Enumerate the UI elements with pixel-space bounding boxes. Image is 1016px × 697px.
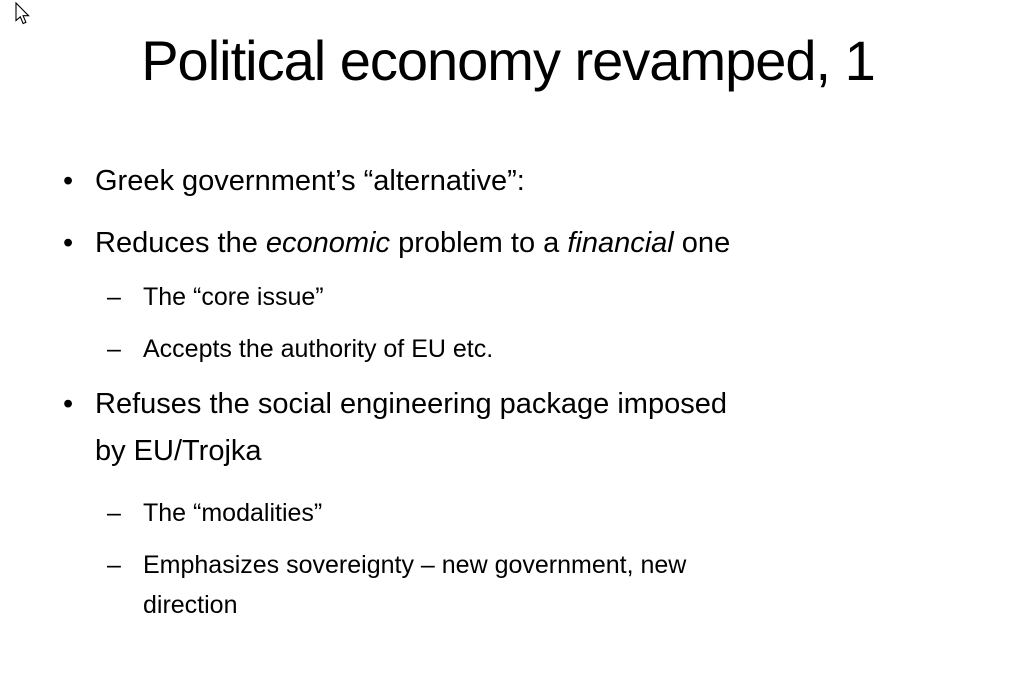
bullet-icon: •	[63, 165, 74, 197]
slide-body	[0, 158, 986, 637]
bullet-icon: •	[63, 227, 74, 259]
dash-bullet-icon: –	[107, 551, 121, 579]
bullet-item-greek-alternative	[0, 158, 986, 205]
dash-bullet-icon: –	[107, 499, 121, 527]
sub-bullet-text	[143, 545, 986, 625]
text-line: Emphasizes sovereignty – new government, new	[143, 551, 687, 579]
text-segment-italic: financial	[567, 227, 674, 259]
sub-bullet-item-core-issue	[0, 277, 986, 317]
sub-bullet-item-modalities	[0, 493, 986, 533]
text-segment-italic: economic	[265, 227, 391, 259]
mouse-cursor-icon	[14, 2, 32, 26]
bullet-text: Greek government’s “alternative”:	[95, 165, 525, 197]
text-segment: problem to a	[390, 227, 568, 259]
bullet-text	[95, 381, 986, 475]
sub-bullet-text: The “modalities”	[143, 499, 323, 527]
dash-bullet-icon: –	[107, 335, 121, 363]
sub-bullet-text: Accepts the authority of EU etc.	[143, 335, 494, 363]
text-line: Refuses the social engineering package imposed	[95, 388, 727, 420]
sub-bullet-item-accepts-authority	[0, 329, 986, 369]
slide-title: Political economy revamped, 1	[141, 29, 875, 92]
sub-bullet-text: The “core issue”	[143, 283, 324, 311]
text-segment: one	[673, 227, 731, 259]
bullet-item-reduces-problem	[0, 220, 986, 267]
sub-bullet-item-sovereignty	[0, 545, 986, 625]
dash-bullet-icon: –	[107, 283, 121, 311]
text-line: direction	[143, 591, 238, 619]
bullet-icon: •	[63, 388, 74, 420]
text-segment: Reduces the	[95, 227, 266, 259]
bullet-item-refuses-package	[0, 381, 986, 475]
text-line: by EU/Trojka	[95, 435, 262, 467]
bullet-text	[95, 220, 986, 267]
